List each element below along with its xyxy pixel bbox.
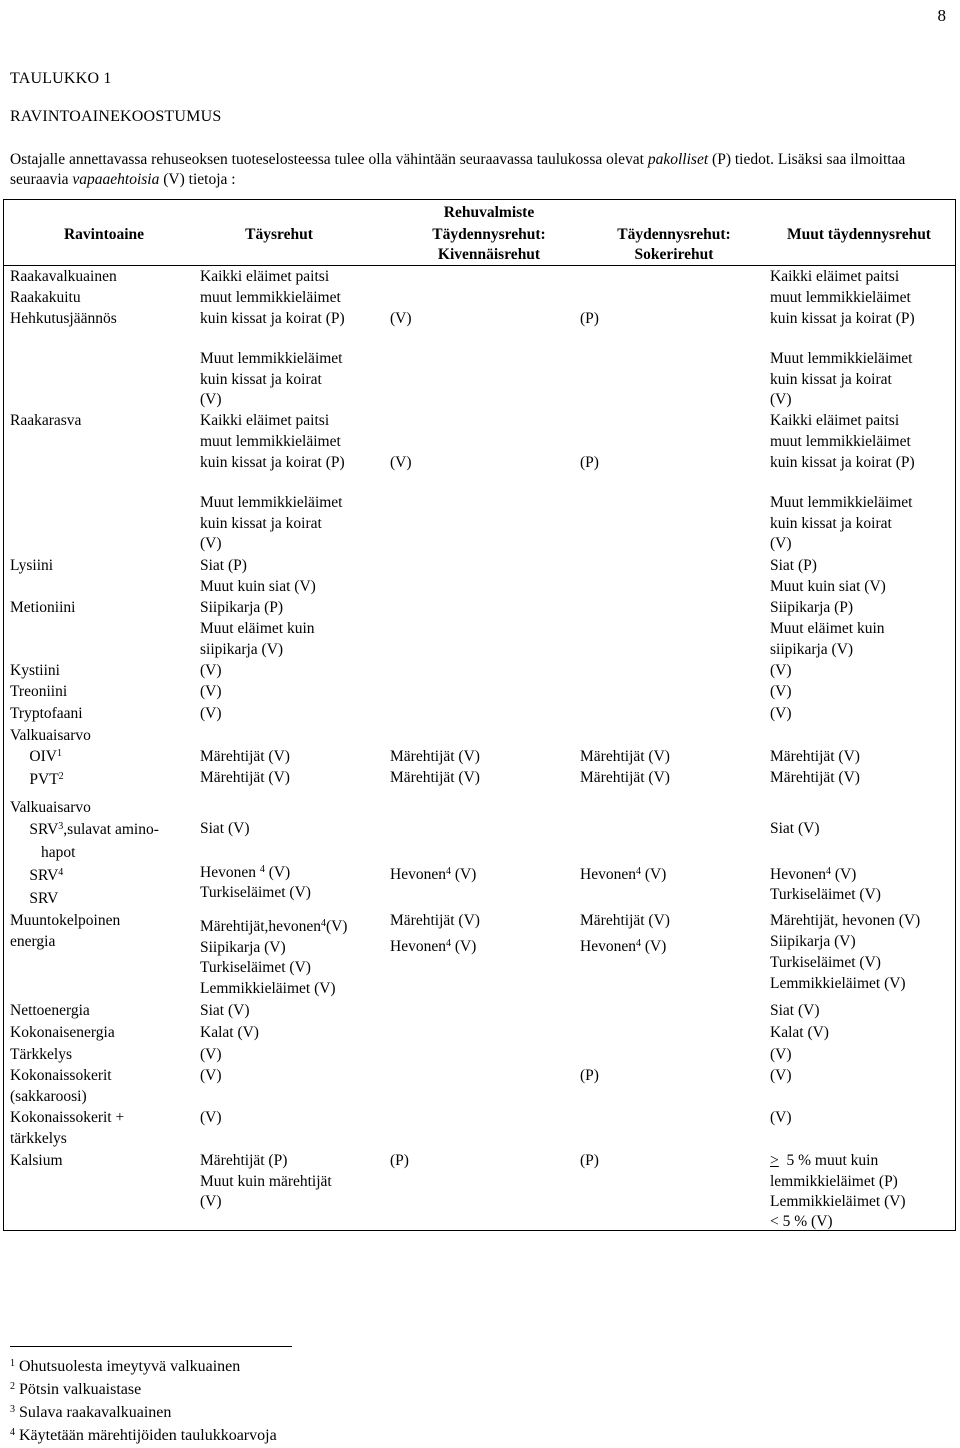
table-cell-text: Muut kuin märehtijät xyxy=(200,1173,332,1190)
table-cell-text: Märehtijät (V) xyxy=(580,769,670,786)
table-cell-text: (P) xyxy=(580,1152,599,1169)
table-cell-text: Muuntokelpoinen xyxy=(10,912,121,929)
table-cell-text: kuin kissat ja koirat xyxy=(200,371,322,388)
table-cell-text: (P) xyxy=(580,454,599,471)
table-cell-text: (P) xyxy=(580,1067,599,1084)
table-cell-text: (V) xyxy=(770,662,792,679)
header-rehuvalmiste: Rehuvalmiste xyxy=(443,204,535,221)
table-cell-text: Kalat (V) xyxy=(200,1024,259,1041)
footnote: $^4$ Käytetään märehtijöiden taulukkoarvoja xyxy=(10,1427,277,1444)
table-cell-text: Tärkkelys xyxy=(10,1046,72,1063)
table-cell-text: muut lemmikkieläimet xyxy=(770,433,911,450)
table-cell-text: Märehtijät (V) xyxy=(200,769,290,786)
intro-paragraph: Ostajalle annettavassa rehuseoksen tuoteselosteessa tulee olla vähintään seuraavassa taulukossa olevat pakolliset (P) tiedot. Lisäksi saa ilmoittaa seuraavia vapaaehtoisia (V) tietoja : xyxy=(10,151,906,188)
table-cell-text: Hevonen$^4$ (V) xyxy=(390,938,477,955)
footnote: $^3$ Sulava raakavalkuainen xyxy=(10,1404,172,1421)
header-muut-taydennysrehut: Muut täydennysrehut xyxy=(787,226,931,243)
table-cell-text: siipikarja (V) xyxy=(770,641,854,658)
table-cell-text: Siat (V) xyxy=(770,820,820,837)
table-cell-text: (V) xyxy=(770,535,792,552)
table-cell-text: Hevonen$^4$ (V) xyxy=(580,938,667,955)
table-cell-text: SRV$^3$,sulavat amino- xyxy=(10,821,159,838)
table-cell-text: (V) xyxy=(200,683,222,700)
table-cell-text: kuin kissat ja koirat (P) xyxy=(200,454,345,471)
nutrient-table xyxy=(3,199,956,1231)
page-number: 8 xyxy=(937,6,946,25)
table-cell-text: Tryptofaani xyxy=(10,705,83,722)
table-cell-text: Siipikarja (P) xyxy=(200,599,284,616)
table-cell-text: (V) xyxy=(200,1193,222,1210)
table-cell-text: Hevonen $^4$ (V) xyxy=(200,864,291,881)
table-cell-text: kuin kissat ja koirat xyxy=(770,371,892,388)
footnote-rule xyxy=(10,1346,292,1347)
table-cell-text: Kaikki eläimet paitsi xyxy=(200,268,330,285)
table-cell-text: < 5 % (V) xyxy=(770,1213,833,1230)
header-taysrehut: Täysrehut xyxy=(245,226,313,243)
table-cell-text: OIV$^1$ xyxy=(10,748,62,765)
table-cell-text: Nettoenergia xyxy=(10,1002,90,1019)
table-cell-text: Turkiseläimet (V) xyxy=(200,884,311,901)
table-cell-text: (V) xyxy=(770,1067,792,1084)
table-cell-text: Muut lemmikkieläimet xyxy=(770,494,913,511)
table-cell-text: Siat (P) xyxy=(770,557,817,574)
table-cell-text: (V) xyxy=(390,310,412,327)
table-cell-text: Muut eläimet kuin xyxy=(770,620,885,637)
table-cell-text: muut lemmikkieläimet xyxy=(770,289,911,306)
table-cell-text: Märehtijät (V) xyxy=(580,748,670,765)
table-cell-text: Lemmikkieläimet (V) xyxy=(200,980,336,997)
table-cell-text: (sakkaroosi) xyxy=(10,1088,87,1105)
table-cell-text: Märehtijät (V) xyxy=(770,769,860,786)
table-cell-text: Siat (V) xyxy=(770,1002,820,1019)
table-cell-text: (V) xyxy=(390,454,412,471)
table-cell-text: Kokonaissokerit + xyxy=(10,1109,125,1126)
table-cell-text: Märehtijät (V) xyxy=(390,912,480,929)
table-cell-text: (V) xyxy=(200,1046,222,1063)
table-cell-text: lemmikkieläimet (P) xyxy=(770,1173,898,1190)
table-cell-text: Valkuaisarvo xyxy=(10,727,91,744)
table-cell-text: Märehtijät (V) xyxy=(770,748,860,765)
table-cell-text: Raakavalkuainen xyxy=(10,268,117,285)
table-cell-text: Siat (V) xyxy=(200,1002,250,1019)
table-cell-text: kuin kissat ja koirat (P) xyxy=(770,310,915,327)
table-cell-text: > 5 % muut kuin xyxy=(770,1152,879,1169)
table-cell-text: (V) xyxy=(200,662,222,679)
table-cell-text: (P) xyxy=(390,1152,409,1169)
table-cell-text: SRV$^4$ xyxy=(10,867,64,884)
table-cell-text: PVT$^2$ xyxy=(10,771,64,788)
table-cell-text: Muut kuin siat (V) xyxy=(200,578,316,595)
table-cell-text: Märehtijät, hevonen (V) xyxy=(770,912,921,929)
table-cell-text: hapot xyxy=(10,844,76,861)
table-cell-text: kuin kissat ja koirat xyxy=(200,515,322,532)
table-cell-text: SRV xyxy=(10,890,59,907)
table-cell-text: muut lemmikkieläimet xyxy=(200,289,341,306)
table-cell-text: Märehtijät (V) xyxy=(390,769,480,786)
table-cell-text: Kaikki eläimet paitsi xyxy=(200,412,330,429)
table-cell-text: Hevonen$^4$ (V) xyxy=(770,866,857,883)
table-cell-text: Muut lemmikkieläimet xyxy=(200,494,343,511)
footnote: $^2$ Pötsin valkuaistase xyxy=(10,1381,142,1398)
table-cell-text: Märehtijät (V) xyxy=(390,748,480,765)
table-cell-text: Siat (P) xyxy=(200,557,247,574)
table-cell-text: Märehtijät (V) xyxy=(200,748,290,765)
table-cell-text: Siipikarja (P) xyxy=(770,599,854,616)
table-cell-text: muut lemmikkieläimet xyxy=(200,433,341,450)
table-cell-text: Kystiini xyxy=(10,662,60,679)
table-cell-text: (V) xyxy=(200,535,222,552)
table-cell-text: (V) xyxy=(200,1067,222,1084)
header-sokerirehut-1: Täydennysrehut: xyxy=(617,226,731,243)
table-cell-text: (V) xyxy=(200,1109,222,1126)
table-cell-text: Siipikarja (V) xyxy=(200,939,286,956)
table-cell-text: (V) xyxy=(770,391,792,408)
table-cell-text: Lemmikkieläimet (V) xyxy=(770,975,906,992)
table-cell-text: Hevonen$^4$ (V) xyxy=(390,866,477,883)
table-cell-text: Muut kuin siat (V) xyxy=(770,578,886,595)
table-cell-text: Kokonaissokerit xyxy=(10,1067,112,1084)
table-cell-text: Muut eläimet kuin xyxy=(200,620,315,637)
table-cell-text: Muut lemmikkieläimet xyxy=(770,350,913,367)
header-kivennaisrehut-2: Kivennäisrehut xyxy=(437,246,541,263)
table-cell-text: Raakakuitu xyxy=(10,289,81,306)
table-cell-text: Lemmikkieläimet (V) xyxy=(770,1193,906,1210)
table-cell-text: kuin kissat ja koirat xyxy=(770,515,892,532)
table-cell-text: Siipikarja (V) xyxy=(770,933,856,950)
document-subtitle: RAVINTOAINEKOOSTUMUS xyxy=(10,108,222,125)
table-cell-text: Valkuaisarvo xyxy=(10,799,91,816)
document-title: TAULUKKO 1 xyxy=(10,70,112,87)
table-cell-text: (V) xyxy=(770,1046,792,1063)
table-cell-text: Turkiseläimet (V) xyxy=(770,954,881,971)
table-cell-text: Lysiini xyxy=(10,557,54,574)
table-cell-text: tärkkelys xyxy=(10,1130,67,1147)
table-cell-text: Kaikki eläimet paitsi xyxy=(770,412,900,429)
table-cell-text: Kokonaisenergia xyxy=(10,1024,115,1041)
table-cell-text: Turkiseläimet (V) xyxy=(770,886,881,903)
table-cell-text: (V) xyxy=(770,1109,792,1126)
table-cell-text: (V) xyxy=(770,705,792,722)
table-cell-text: kuin kissat ja koirat (P) xyxy=(200,310,345,327)
table-cell-text: Märehtijät (P) xyxy=(200,1152,288,1169)
header-kivennaisrehut-1: Täydennysrehut: xyxy=(432,226,546,243)
footnote: $^1$ Ohutsuolesta imeytyvä valkuainen xyxy=(10,1358,241,1375)
table-cell-text: Muut lemmikkieläimet xyxy=(200,350,343,367)
table-cell-text: Kalsium xyxy=(10,1152,63,1169)
table-cell-text: Raakarasva xyxy=(10,412,82,429)
table-cell-text: Siat (V) xyxy=(200,820,250,837)
table-cell-text: energia xyxy=(10,933,56,950)
table-cell-text: (P) xyxy=(580,310,599,327)
table-cell-text: Märehtijät (V) xyxy=(580,912,670,929)
table-cell-text: Treoniini xyxy=(10,683,68,700)
table-cell-text: siipikarja (V) xyxy=(200,641,284,658)
table-cell-text: Metioniini xyxy=(10,599,76,616)
table-cell-text: (V) xyxy=(770,683,792,700)
table-cell-text: Kaikki eläimet paitsi xyxy=(770,268,900,285)
table-cell-text: Märehtijät,hevonen$^4$(V) xyxy=(200,918,348,935)
table-cell-text: kuin kissat ja koirat (P) xyxy=(770,454,915,471)
header-sokerirehut-2: Sokerirehut xyxy=(634,246,714,263)
table-cell-text: (V) xyxy=(200,391,222,408)
header-ravintoaine: Ravintoaine xyxy=(63,226,145,243)
table-cell-text: (V) xyxy=(200,705,222,722)
table-cell-text: Turkiseläimet (V) xyxy=(200,959,311,976)
table-cell-text: Hehkutusjäännös xyxy=(10,310,117,327)
table-cell-text: Hevonen$^4$ (V) xyxy=(580,866,667,883)
table-cell-text: Kalat (V) xyxy=(770,1024,829,1041)
